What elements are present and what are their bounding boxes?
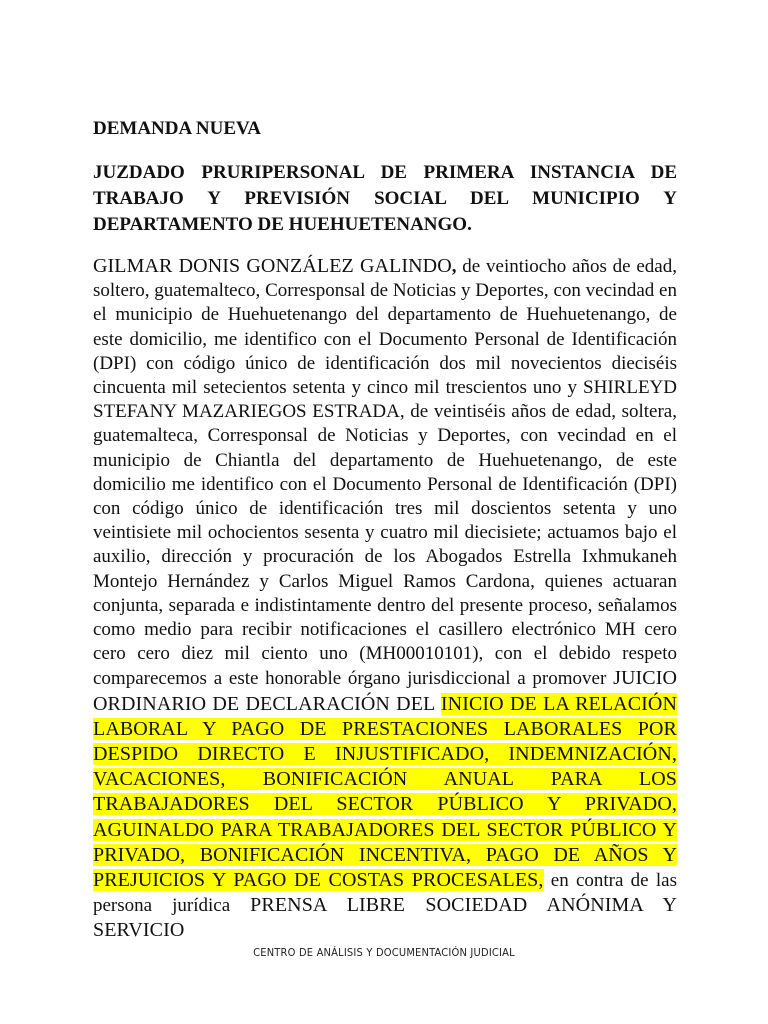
plaintiff-name: GILMAR DONIS GONZÁLEZ GALINDO [93,255,452,277]
defendant-name: PRENSA LIBRE SOCIEDAD ANÓNIMA Y SERVICIO [93,894,677,942]
page-footer: CENTRO DE ANÁLISIS Y DOCUMENTACIÓN JUDICIAL [253,946,515,959]
highlighted-claims: INICIO DE LA RELACIÓN LABORAL Y PAGO DE PRESTACIONES LABORALES POR DESPIDO DIRECTO E INJUSTIFICADO, INDEMNIZACIÓN, VACACIONES, BONIFICACIÓN ANUAL PARA LOS TRABAJADORES DEL SECTOR PÚBLICO Y PRIVADO, AGUINALDO PARA TRABAJADORES DEL SECTOR PÚBLICO Y PRIVADO, BONIFICACIÓN INCENTIVA, PAGO DE AÑOS Y PREJUICIOS Y PAGO DE COSTAS PROCESALES, [93,692,677,892]
document-title: DEMANDA NUEVA [93,118,262,139]
complaint-body [93,254,677,944]
paragraph-text: de veintiocho años de edad, soltero, guatemalteco, Corresponsal de Noticias y Deportes, con vecindad en el municipio de Huehuetenango del departamento de Huehuetenango, de este domicilio, me identifico con el Documento Personal de Identificación (DPI) con código único de identificación dos mil novecientos dieciséis cincuenta mil setecientos setenta y cinco mil trescientos uno y SHIRLEYD STEFANY MAZARIEGOS ESTRADA, de veintiséis años de edad, soltera, guatemalteca, Corresponsal de Noticias y Deportes, con vecindad en el municipio de Chiantla del departamento de Huehuetenango, de este domicilio me identifico con el Documento Personal de Identificación (DPI) con código único de identificación tres mil doscientos setenta y uno veintisiete mil ochocientos sesenta y cuatro mil diecisiete; actuamos bajo el auxilio, dirección y procuración de los Abogados Estrella Ixhmukaneh Montejo Hernández y Carlos Miguel Ramos Cardona, quienes actuaran conjunta, separada e indistintamente dentro del presente proceso, señalamos como medio para recibir notificaciones el casillero electrónico MH cero cero cero diez mil ciento uno (MH00010101), con el debido respeto comparecemos a este honorable órgano jurisdiccional a promover [93,256,677,690]
court-heading: JUZDADO PRURIPERSONAL DE PRIMERA INSTANCIA DE TRABAJO Y PREVISIÓN SOCIAL DEL MUNICIPIO Y DEPARTAMENTO DE HUEHUETENANGO. [93,162,677,235]
lawsuit-type: JUICIO ORDINARIO DE DECLARACIÓN DEL [93,667,677,715]
against-text: en contra de las persona jurídica [93,870,677,917]
plaintiff-name-comma: , [451,256,457,277]
